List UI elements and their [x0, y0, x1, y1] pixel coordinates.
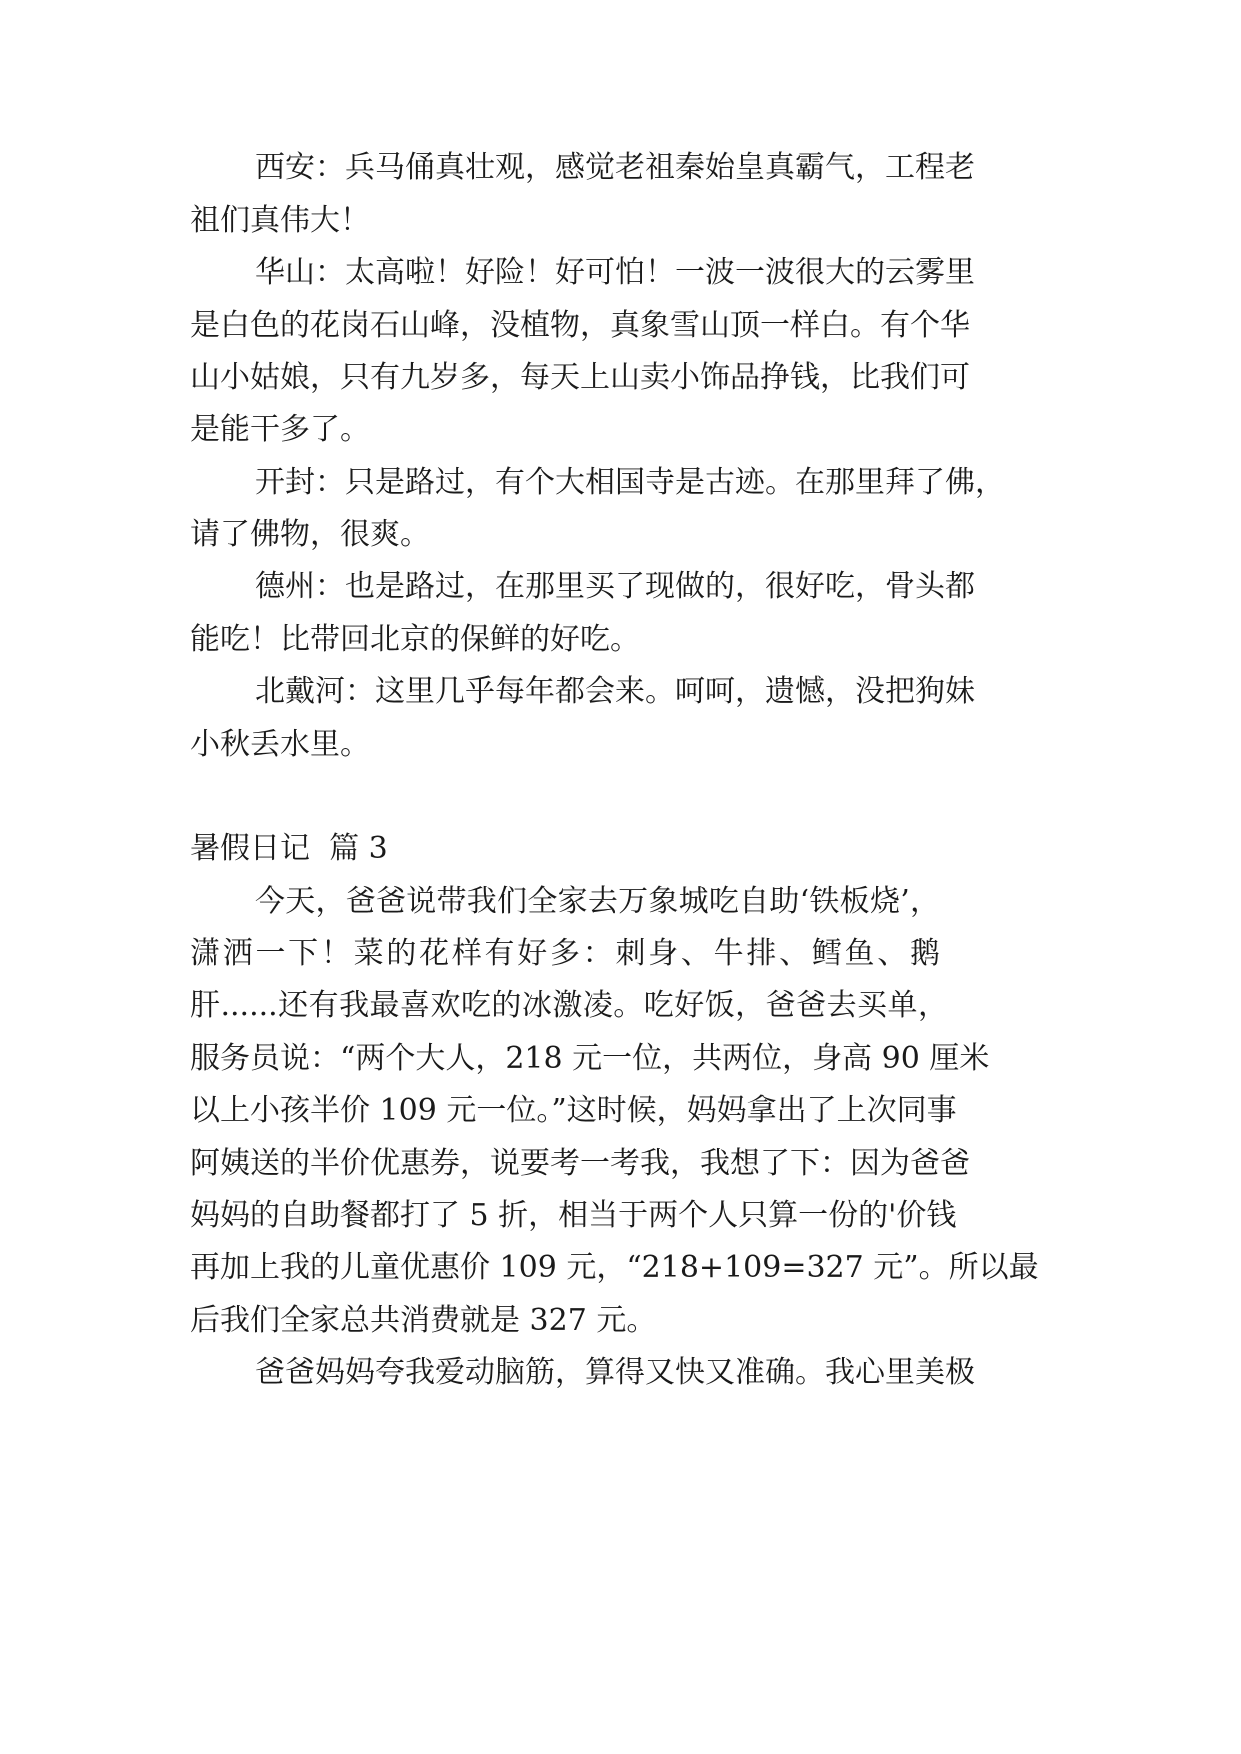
paragraph-line: 小秋丢水里。: [190, 727, 370, 762]
paragraph-line: 后我们全家总共消费就是 327 元。: [190, 1303, 657, 1338]
paragraph-line: 祖们真伟大！: [190, 203, 370, 238]
paragraph-line: 华山：太高啦！好险！好可怕！一波一波很大的云雾里: [255, 255, 975, 290]
paragraph-line: 妈妈的自助餐都打了 5 折，相当于两个人只算一份的'价钱: [190, 1198, 957, 1233]
paragraph-line: 爸爸妈妈夸我爱动脑筋，算得又快又准确。我心里美极: [255, 1355, 975, 1390]
paragraph-line: 能吃！比带回北京的保鲜的好吃。: [190, 622, 640, 657]
paragraph-line: 是能干多了。: [190, 412, 370, 447]
paragraph-line: 请了佛物，很爽。: [190, 517, 430, 552]
paragraph-line: 北戴河：这里几乎每年都会来。呵呵，遗憾，没把狗妹: [255, 674, 975, 709]
paragraph-line: 山小姑娘，只有九岁多，每天上山卖小饰品挣钱，比我们可: [190, 360, 970, 395]
paragraph-line: 再加上我的儿童优惠价 109 元，“218+109=327 元”。所以最: [190, 1250, 1039, 1285]
paragraph-line: 西安：兵马俑真壮观，感觉老祖秦始皇真霸气，工程老: [255, 150, 975, 185]
paragraph-line: 潇洒一下！菜的花样有好多：刺身、牛排、鳕鱼、鹅: [190, 936, 940, 971]
paragraph-line: 开封：只是路过，有个大相国寺是古迹。在那里拜了佛，: [255, 465, 1005, 500]
paragraph-line: 是白色的花岗石山峰，没植物，真象雪山顶一样白。有个华: [190, 308, 970, 343]
paragraph-line: 今天，爸爸说带我们全家去万象城吃自助‘铁板烧’，: [255, 884, 940, 919]
paragraph-line: 以上小孩半价 109 元一位。”这时候，妈妈拿出了上次同事: [190, 1093, 957, 1128]
section-heading: 暑假日记 篇 3: [190, 831, 388, 866]
paragraph-line: 服务员说：“两个大人，218 元一位，共两位，身高 90 厘米: [190, 1041, 990, 1076]
paragraph-line: 阿姨送的半价优惠券，说要考一考我，我想了下：因为爸爸: [190, 1146, 970, 1181]
paragraph-line: 肝......还有我最喜欢吃的冰激凌。吃好饭，爸爸去买单，: [190, 988, 948, 1023]
paragraph-line: 德州：也是路过，在那里买了现做的，很好吃，骨头都: [255, 569, 975, 604]
